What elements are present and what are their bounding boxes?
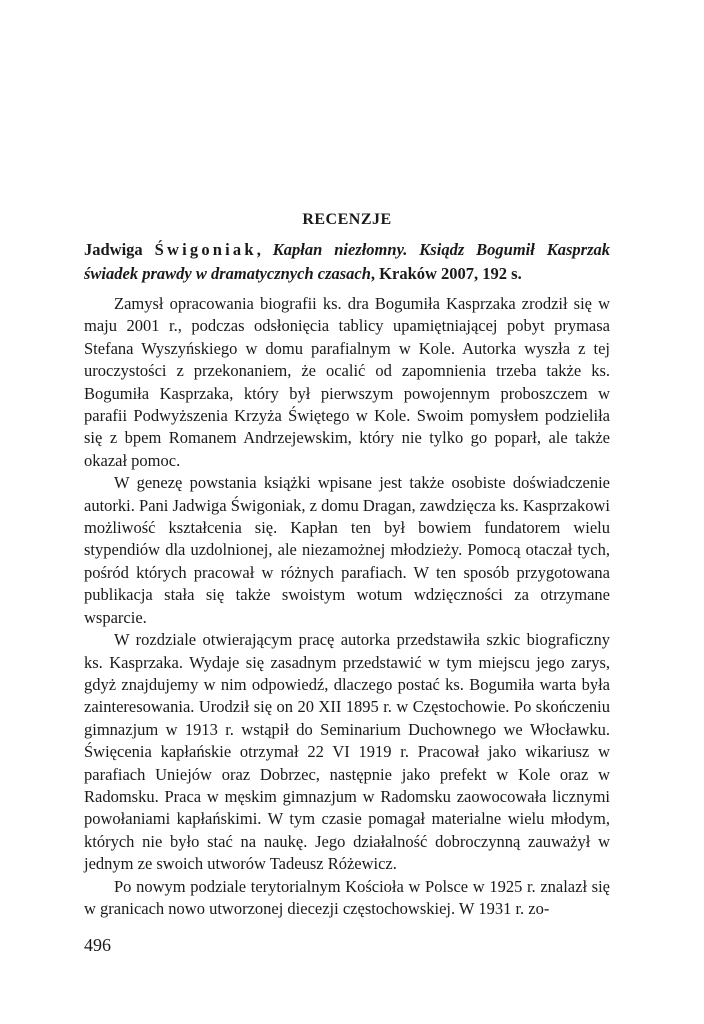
author-first-name: Jadwiga (84, 240, 143, 259)
book-title: Kapłan niezłomny. Ksiądz Bogumił Kasprzak świadek prawdy w dramatycznych czasach (84, 240, 610, 283)
body-paragraph-2: W genezę powstania książki wpisane jest także osobiste doświadczenie autorki. Pani Jadwiga Świgoniak, z domu Dragan, zawdzięcza ks. Kasprzakowi możliwość kształcenia się. Kapłan ten był bowiem fundatorem wielu stypendiów dla uzdolnionej, ale niezamożnej młodzieży. Pomocą otaczał tych, pośród których pracował w różnych parafiach. W ten sposób przygotowana publikacja stała się także swoistym wotum wdzięczności za otrzymane wsparcie. (84, 473, 610, 627)
section-title: RECENZJE (302, 211, 392, 228)
publication-info: , Kraków 2007, 192 s. (370, 264, 522, 283)
body-paragraph-3: W rozdziale otwierającym pracę autorka przedstawiła szkic biograficzny ks. Kasprzaka. Wydaje się zasadnym przedstawić w tym miejscu jego zarys, gdyż znajdujemy w nim odpowiedź, dlaczego postać ks. Bogumiła warta była zainteresowania. Urodził się on 20 XII 1895 r. w Częstochowie. Po skończeniu gimnazjum w 1913 r. wstąpił do Seminarium Duchownego we Włocławku. Święcenia kapłańskie otrzymał 22 VI 1919 r. Pracował jako wikariusz w parafiach Uniejów oraz Dobrzec, następnie jako prefekt w Kole oraz w Radomsku. Praca w męskim gimnazjum w Radomsku zaowocowała licznymi powołaniami kapłańskimi. W tym czasie pomagał materialne wielu młodym, których nie było stać na naukę. Jego działalność dobroczynną zauważył w jednym ze swoich utworów Tadeusz Różewicz. (84, 630, 610, 874)
author-surname: Świgoniak (154, 240, 257, 259)
body-paragraph-1: Zamysł opracowania biografii ks. dra Bogumiła Kasprzaka zrodził się w maju 2001 r., podczas odsłonięcia tablicy upamiętniającej pobyt prymasa Stefana Wyszyńskiego w domu parafialnym w Kole. Autorka wyszła z tej uroczystości z przekonaniem, że ocalić od zapomnienia trzeba także ks. Bogumiła Kasprzaka, który był pierwszym powojennym proboszczem w parafii Podwyższenia Krzyża Świętego w Kole. Swoim pomysłem podzieliła się z bpem Romanem Andrzejewskim, który nie tylko go poparł, ale także okazał pomoc. (84, 294, 610, 470)
citation-separator: , (256, 240, 261, 259)
page-number: 496 (84, 935, 111, 955)
review-page (84, 208, 610, 920)
book-citation (84, 238, 610, 286)
body-paragraph-4: Po nowym podziale terytorialnym Kościoła w Polsce w 1925 r. znalazł się w granicach nowo utworzonej diecezji częstochowskiej. W 1931 r. zo- (84, 876, 610, 918)
